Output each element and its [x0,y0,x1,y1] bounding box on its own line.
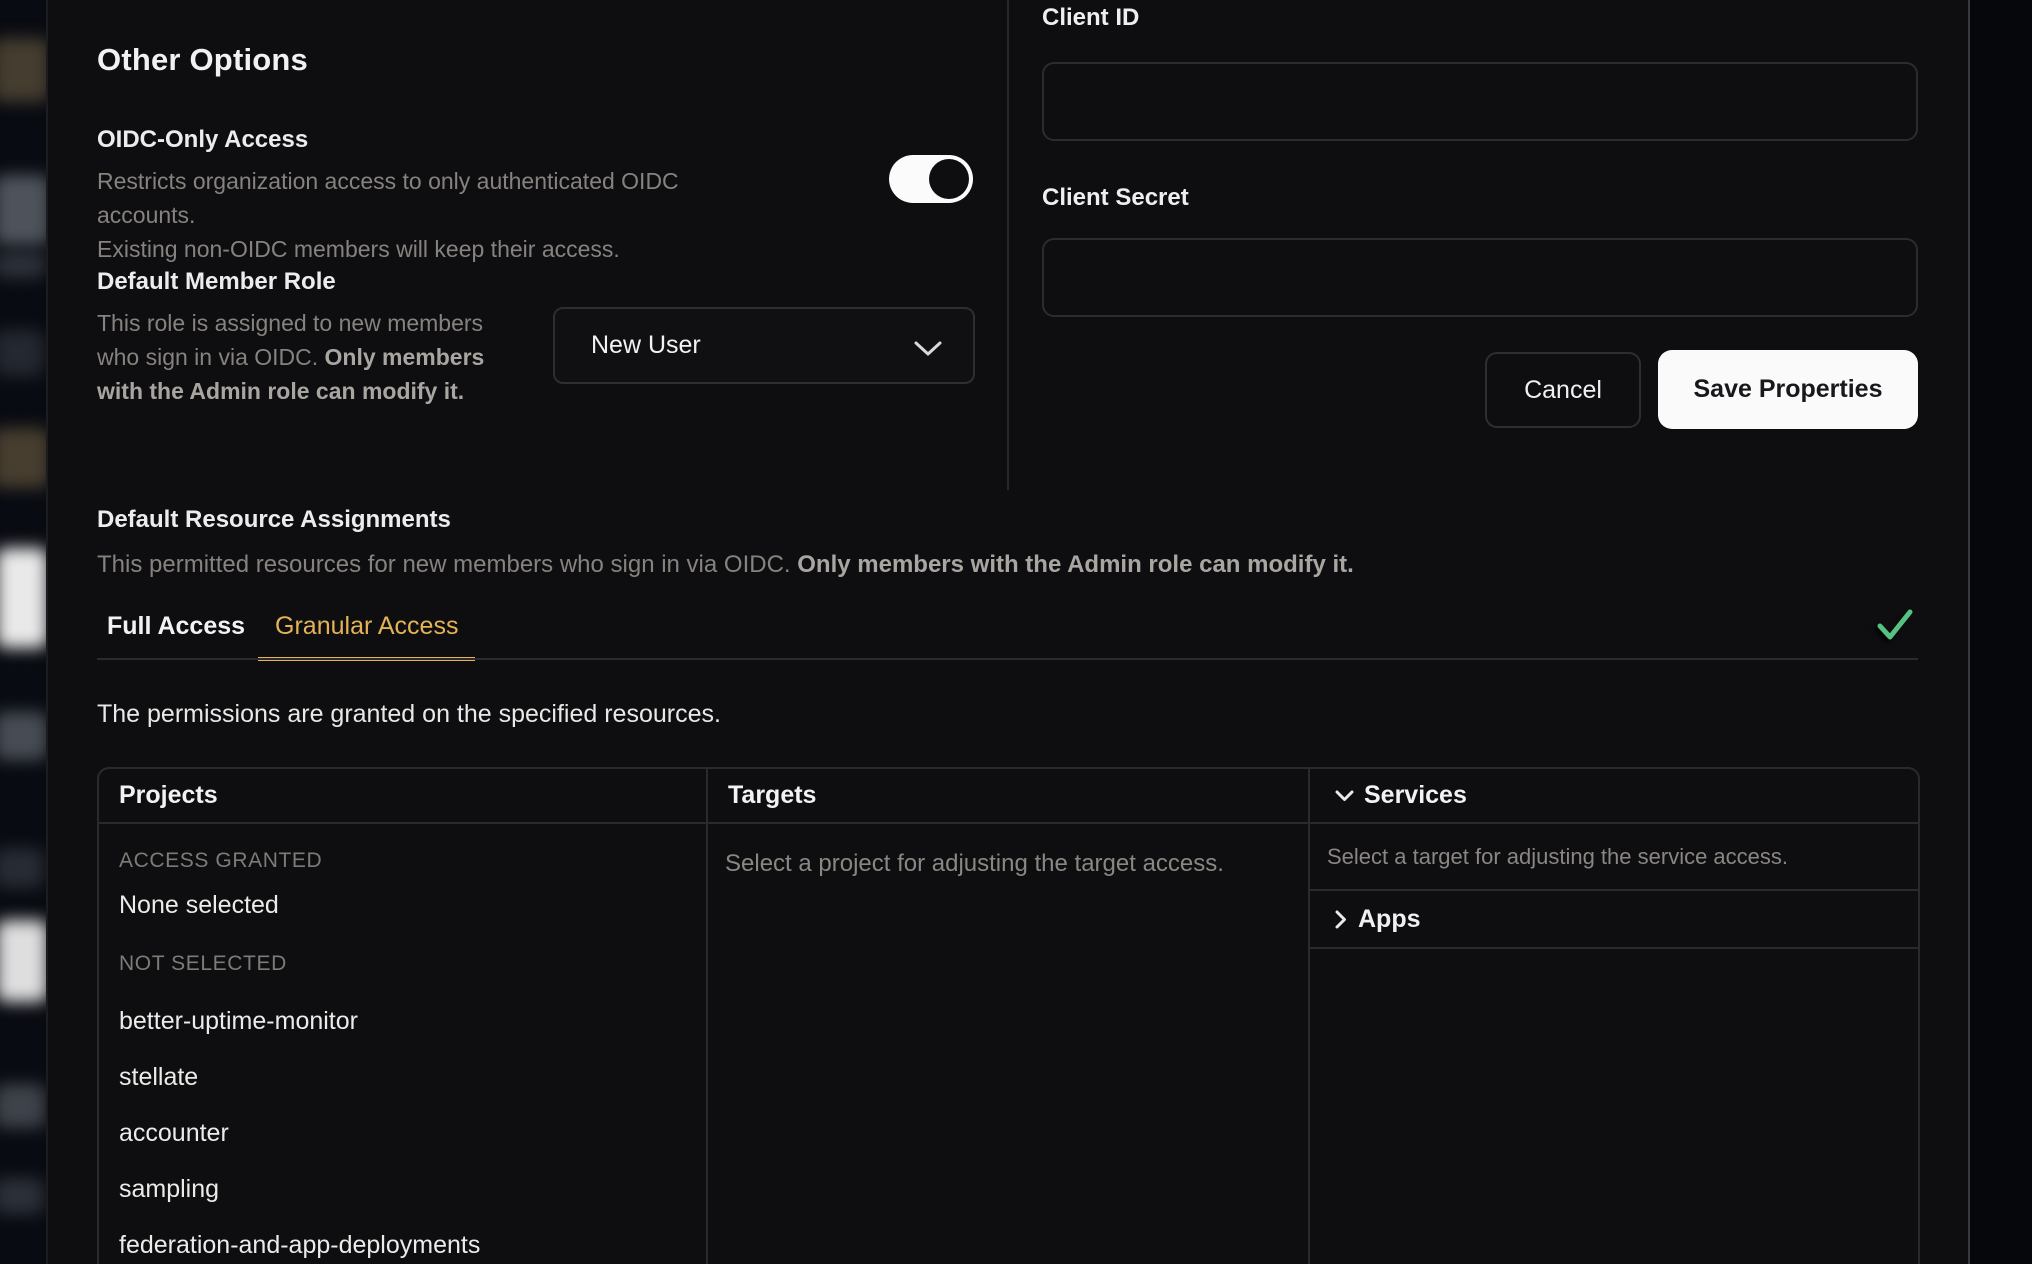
services-placeholder: Select a target for adjusting the service access. [1310,824,1918,891]
dmr-desc-bold: Only members with the Admin role can modify it. [97,344,485,404]
resource-table [97,767,1920,1264]
blurred-blob [0,1084,46,1128]
project-item[interactable]: accounter [119,1119,229,1147]
blurred-blob [0,175,48,245]
apps-header-label: Apps [1358,904,1421,933]
project-item[interactable]: federation-and-app-deployments [119,1231,481,1259]
none-selected-text: None selected [119,891,279,919]
oidc-only-access-label: OIDC-Only Access [97,126,309,153]
oidc-only-access-description [97,164,697,266]
client-id-label: Client ID [1042,4,1140,31]
services-column [1308,769,1918,1264]
cancel-button[interactable]: Cancel [1485,352,1641,428]
client-id-input[interactable] [1042,62,1918,141]
oidc-only-desc-line2: Existing non-OIDC members will keep their access. [97,236,620,262]
dmr-desc-normal: This role is assigned to new members who sign in via OIDC. [97,310,484,370]
client-secret-input[interactable] [1042,238,1918,317]
blurred-blob [0,428,48,488]
targets-placeholder: Select a project for adjusting the target access. [725,850,1224,877]
tab-granular-access[interactable]: Granular Access [258,612,475,661]
blurred-blob [0,920,48,1002]
save-properties-button[interactable]: Save Properties [1658,350,1918,429]
client-secret-label: Client Secret [1042,184,1189,211]
dra-desc-bold: Only members with the Admin role can modify it. [797,551,1354,578]
project-item[interactable]: sampling [119,1175,220,1203]
background-window-strip [0,0,48,1264]
not-selected-label: NOT SELECTED [119,952,287,975]
tabs-underline [97,658,1918,660]
blurred-blob [0,38,48,102]
other-options-title: Other Options [97,42,308,77]
section-divider [1007,0,1009,490]
page-background-strip [1968,0,2032,1264]
blurred-blob [0,548,48,648]
oidc-only-desc-line1: Restricts organization access to only authenticated OIDC accounts. [97,168,679,228]
projects-column-header: Projects [99,769,706,824]
permissions-note: The permissions are granted on the specified resources. [97,700,721,728]
chevron-down-icon [913,340,943,362]
tab-full-access[interactable]: Full Access [107,612,246,640]
apps-section-header[interactable] [1310,891,1918,949]
saved-check-icon [1875,606,1915,649]
blurred-blob [0,712,48,760]
access-granted-label: ACCESS GRANTED [119,849,323,872]
services-header-label: Services [1364,781,1467,809]
blurred-blob [0,1178,44,1214]
chevron-down-icon [1335,790,1354,802]
project-item[interactable]: stellate [119,1063,199,1091]
resource-assignments-title: Default Resource Assignments [97,506,451,533]
role-select-value: New User [591,331,701,359]
blurred-blob [0,330,44,376]
targets-column [706,769,1308,1264]
oidc-only-access-toggle[interactable] [889,155,973,203]
default-member-role-description [97,306,507,408]
blurred-blob [0,252,46,278]
blurred-blob [0,848,44,888]
project-item[interactable]: better-uptime-monitor [119,1007,358,1035]
targets-column-header: Targets [708,769,1308,824]
projects-column [99,769,706,1264]
toggle-knob [929,159,969,199]
default-member-role-label: Default Member Role [97,268,336,295]
services-section-header[interactable] [1310,769,1918,824]
chevron-right-icon [1335,910,1347,929]
default-member-role-select[interactable] [553,307,975,384]
resource-assignments-description [97,548,1597,582]
dra-desc-normal: This permitted resources for new members who sign in via OIDC. [97,551,798,578]
access-tabs [107,612,475,661]
